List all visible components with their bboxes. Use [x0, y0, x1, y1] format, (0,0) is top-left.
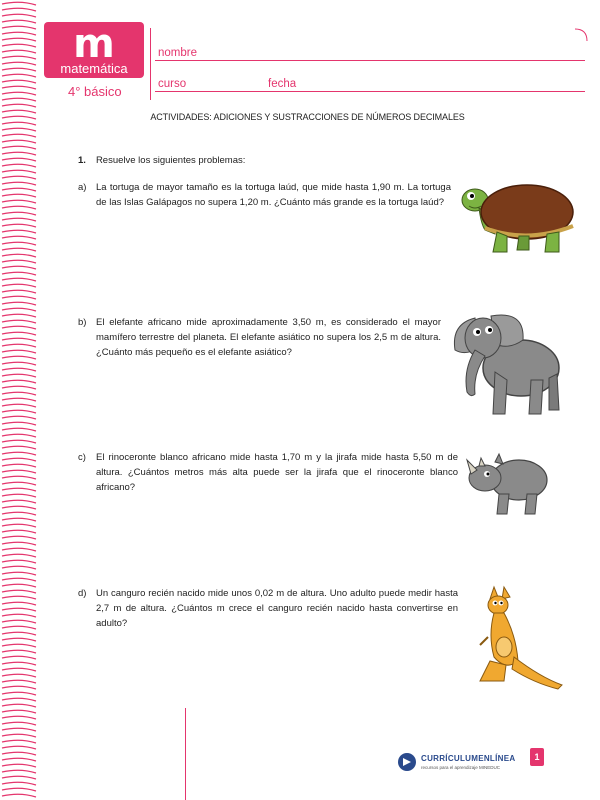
- spiral-loop: [2, 416, 36, 419]
- spiral-loop: [2, 182, 36, 185]
- spiral-loop: [2, 782, 36, 785]
- spiral-loop: [2, 740, 36, 743]
- spiral-loop: [2, 116, 36, 119]
- spiral-loop: [2, 128, 36, 131]
- spiral-loop: [2, 296, 36, 299]
- spiral-loop: [2, 332, 36, 335]
- problem-letter: b): [78, 317, 87, 328]
- spiral-loop: [2, 758, 36, 761]
- spiral-loop: [2, 704, 36, 707]
- spiral-loop: [2, 386, 36, 389]
- spiral-loop: [2, 284, 36, 287]
- spiral-loop: [2, 170, 36, 173]
- spiral-loop: [2, 518, 36, 521]
- spiral-loop: [2, 338, 36, 341]
- problem-text: La tortuga de mayor tamaño es la tortuga laúd, que mide hasta 1,90 m. La tortuga de las Islas Galápagos no supera 1,20 m. ¿Cuánto más grande es la tortuga laúd?: [96, 182, 451, 208]
- spiral-loop: [2, 554, 36, 557]
- spiral-binding: [0, 0, 40, 800]
- spiral-loop: [2, 614, 36, 617]
- spiral-loop: [2, 728, 36, 731]
- course-field-label: curso: [158, 78, 187, 90]
- name-field-label: nombre: [158, 47, 197, 59]
- spiral-loop: [2, 8, 36, 11]
- spiral-loop: [2, 194, 36, 197]
- spiral-loop: [2, 242, 36, 245]
- spiral-loop: [2, 320, 36, 323]
- spiral-loop: [2, 248, 36, 251]
- spiral-loop: [2, 146, 36, 149]
- spiral-loop: [2, 158, 36, 161]
- spiral-loop: [2, 80, 36, 83]
- spiral-loop: [2, 788, 36, 791]
- problem-text: El elefante africano mide aproximadamente 3,50 m, es considerado el mayor mamífero terrestre del planeta. El elefante asiático no supera los 2,5 m de altura. ¿Cuánto más pequeño es el elefante asiático?: [96, 317, 441, 358]
- spiral-loop: [2, 188, 36, 191]
- spiral-loop: [2, 32, 36, 35]
- spiral-loop: [2, 752, 36, 755]
- spiral-loop: [2, 764, 36, 767]
- spiral-loop: [2, 488, 36, 491]
- spiral-loop: [2, 710, 36, 713]
- spiral-loop: [2, 14, 36, 17]
- page-number: 1: [530, 748, 544, 766]
- spiral-loop: [2, 2, 36, 5]
- spiral-loop: [2, 662, 36, 665]
- spiral-loop: [2, 596, 36, 599]
- spiral-loop: [2, 440, 36, 443]
- spiral-loop: [2, 590, 36, 593]
- spiral-loop: [2, 452, 36, 455]
- spiral-loop: [2, 350, 36, 353]
- grade-label: 4° básico: [68, 84, 122, 99]
- spiral-loop: [2, 482, 36, 485]
- spiral-loop: [2, 308, 36, 311]
- spiral-loop: [2, 326, 36, 329]
- spiral-loop: [2, 62, 36, 65]
- spiral-loop: [2, 566, 36, 569]
- spiral-loop: [2, 368, 36, 371]
- rhino-illustration: [463, 450, 553, 518]
- spiral-loop: [2, 476, 36, 479]
- spiral-loop: [2, 86, 36, 89]
- spiral-loop: [2, 20, 36, 23]
- spiral-loop: [2, 410, 36, 413]
- spiral-loop: [2, 404, 36, 407]
- kangaroo-illustration: [470, 585, 565, 690]
- spiral-loop: [2, 578, 36, 581]
- spiral-loop: [2, 122, 36, 125]
- spiral-loop: [2, 602, 36, 605]
- spiral-loop: [2, 278, 36, 281]
- date-field-label: fecha: [268, 78, 297, 90]
- spiral-loop: [2, 686, 36, 689]
- spiral-loop: [2, 470, 36, 473]
- spiral-loop: [2, 254, 36, 257]
- spiral-loop: [2, 152, 36, 155]
- spiral-loop: [2, 56, 36, 59]
- spiral-loop: [2, 746, 36, 749]
- spiral-loop: [2, 74, 36, 77]
- header-divider: [150, 28, 151, 100]
- spiral-loop: [2, 560, 36, 563]
- spiral-loop: [2, 92, 36, 95]
- curriculum-logo[interactable]: [397, 750, 516, 780]
- spiral-loop: [2, 44, 36, 47]
- spiral-loop: [2, 626, 36, 629]
- spiral-loop: [2, 374, 36, 377]
- spiral-loop: [2, 212, 36, 215]
- spiral-loop: [2, 464, 36, 467]
- turtle-illustration: [455, 178, 585, 258]
- spiral-loop: [2, 344, 36, 347]
- spiral-loop: [2, 230, 36, 233]
- page-title: ACTIVIDADES: ADICIONES Y SUSTRACCIONES DE NÚMEROS DECIMALES: [150, 112, 465, 122]
- spiral-loop: [2, 362, 36, 365]
- spiral-loop: [2, 68, 36, 71]
- spiral-loop: [2, 722, 36, 725]
- spiral-loop: [2, 224, 36, 227]
- spiral-loop: [2, 650, 36, 653]
- problem-letter: a): [78, 182, 87, 193]
- spiral-loop: [2, 200, 36, 203]
- spiral-loop: [2, 692, 36, 695]
- question-number: 1.: [78, 155, 86, 166]
- spiral-loop: [2, 680, 36, 683]
- footer-divider: [185, 708, 186, 800]
- question-heading: [78, 155, 245, 166]
- spiral-loop: [2, 536, 36, 539]
- spiral-loop: [2, 572, 36, 575]
- spiral-loop: [2, 290, 36, 293]
- spiral-loop: [2, 524, 36, 527]
- spiral-loop: [2, 530, 36, 533]
- spiral-loop: [2, 392, 36, 395]
- curriculum-arrow-icon: [397, 752, 417, 772]
- spiral-loop: [2, 506, 36, 509]
- spiral-loop: [2, 38, 36, 41]
- logo-word: matemática: [60, 61, 128, 76]
- elephant-illustration: [445, 310, 565, 420]
- course-date-line[interactable]: [155, 91, 585, 92]
- spiral-loop: [2, 236, 36, 239]
- spiral-loop: [2, 428, 36, 431]
- spiral-loop: [2, 260, 36, 263]
- spiral-loop: [2, 584, 36, 587]
- spiral-loop: [2, 776, 36, 779]
- spiral-loop: [2, 500, 36, 503]
- spiral-loop: [2, 98, 36, 101]
- spiral-loop: [2, 26, 36, 29]
- curriculum-brand: CURRÍCULUMENLÍNEA: [421, 754, 516, 763]
- spiral-loop: [2, 50, 36, 53]
- spiral-loop: [2, 176, 36, 179]
- spiral-loop: [2, 632, 36, 635]
- header-corner: [575, 28, 589, 42]
- problem-text: El rinoceronte blanco africano mide hasta 1,70 m y la jirafa mide hasta 5,50 m de altura. ¿Cuántos metros más alta puede ser la jirafa que el rinoceronte blanco africano?: [96, 452, 458, 493]
- problem-letter: d): [78, 588, 87, 599]
- spiral-loop: [2, 794, 36, 797]
- spiral-loop: [2, 698, 36, 701]
- spiral-loop: [2, 638, 36, 641]
- problem-text: Un canguro recién nacido mide unos 0,02 m de altura. Uno adulto puede medir hasta 2,7 m de altura. ¿Cuántos m crece el canguro recién nacido hasta convertirse en adulto?: [96, 588, 458, 629]
- spiral-loop: [2, 548, 36, 551]
- name-field-line[interactable]: [155, 60, 585, 61]
- spiral-loop: [2, 380, 36, 383]
- spiral-loop: [2, 644, 36, 647]
- problem-letter: c): [78, 452, 86, 463]
- spiral-loop: [2, 668, 36, 671]
- curriculum-tagline: recursos para el aprendizaje MINEDUC: [421, 765, 501, 770]
- spiral-loop: [2, 734, 36, 737]
- spiral-loop: [2, 770, 36, 773]
- spiral-loop: [2, 422, 36, 425]
- spiral-loop: [2, 218, 36, 221]
- spiral-loop: [2, 140, 36, 143]
- spiral-loop: [2, 620, 36, 623]
- question-text: Resuelve los siguientes problemas:: [95, 155, 246, 166]
- spiral-loop: [2, 266, 36, 269]
- spiral-loop: [2, 542, 36, 545]
- spiral-loop: [2, 356, 36, 359]
- spiral-loop: [2, 674, 36, 677]
- matematica-logo: [44, 22, 144, 78]
- spiral-loop: [2, 110, 36, 113]
- spiral-loop: [2, 656, 36, 659]
- spiral-loop: [2, 608, 36, 611]
- spiral-loop: [2, 206, 36, 209]
- spiral-loop: [2, 164, 36, 167]
- spiral-loop: [2, 434, 36, 437]
- spiral-loop: [2, 716, 36, 719]
- logo-letter: m: [73, 21, 115, 67]
- spiral-loop: [2, 446, 36, 449]
- spiral-loop: [2, 512, 36, 515]
- spiral-loop: [2, 272, 36, 275]
- spiral-loop: [2, 314, 36, 317]
- spiral-loop: [2, 134, 36, 137]
- spiral-loop: [2, 104, 36, 107]
- spiral-loop: [2, 458, 36, 461]
- spiral-loop: [2, 398, 36, 401]
- spiral-loop: [2, 494, 36, 497]
- spiral-loop: [2, 302, 36, 305]
